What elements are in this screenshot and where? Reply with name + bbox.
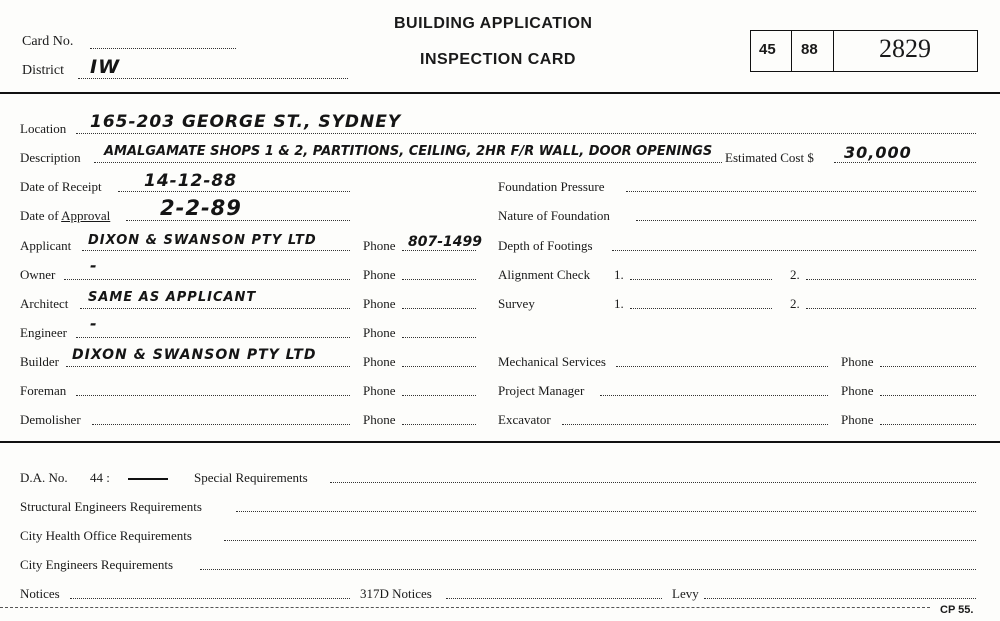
survey-num-2: 2. — [790, 296, 800, 311]
applicant-value: DIXON & SWANSON PTY LTD — [88, 233, 317, 248]
card-number-box — [750, 30, 978, 72]
architect-phone-line — [402, 308, 476, 309]
project-manager-line — [600, 395, 828, 396]
builder-value: DIXON & SWANSON PTY LTD — [72, 347, 317, 363]
description-line — [94, 162, 734, 163]
architect-label: Architect — [20, 296, 69, 311]
form-code: CP 55. — [940, 604, 974, 616]
notices-line — [70, 598, 350, 599]
applicant-phone-label: Phone — [363, 238, 396, 253]
excavator-line — [562, 424, 828, 425]
levy-label: Levy — [672, 586, 699, 601]
survey-num-1: 1. — [614, 296, 624, 311]
location-value: 165-203 GEORGE ST., SYDNEY — [90, 112, 402, 132]
description-label: Description — [20, 150, 81, 165]
mech-services-line — [616, 366, 828, 367]
alignment-line-2 — [806, 279, 976, 280]
district-label: District — [22, 63, 64, 78]
mech-phone-line — [880, 366, 976, 367]
applicant-phone-line — [402, 250, 476, 251]
city-engineers-label: City Engineers Requirements — [20, 557, 174, 572]
da-no-mark — [128, 478, 168, 480]
architect-value: SAME AS APPLICANT — [88, 290, 257, 305]
builder-phone-label: Phone — [363, 354, 396, 369]
engineer-phone-label: Phone — [363, 325, 396, 340]
special-requirements-label: Special Requirements — [194, 470, 308, 485]
title-line-1: BUILDING APPLICATION — [394, 15, 593, 32]
engineer-line — [76, 337, 350, 338]
bottom-edge — [0, 607, 930, 608]
nature-foundation-label: Nature of Foundation — [498, 208, 610, 223]
mech-services-label: Mechanical Services — [498, 354, 606, 369]
architect-line — [80, 308, 350, 309]
architect-phone-label: Phone — [363, 296, 396, 311]
requirements-rule — [0, 441, 1000, 443]
description-value: AMALGAMATE SHOPS 1 & 2, PARTITIONS, CEILING, 2HR F/R WALL, DOOR OPENINGS — [104, 144, 713, 159]
notices-317d-label: 317D Notices — [360, 586, 432, 601]
structural-line — [236, 511, 976, 512]
depth-footings-line — [612, 250, 976, 251]
health-label: City Health Office Requirements — [20, 528, 192, 543]
receipt-line — [118, 191, 350, 192]
applicant-line — [82, 250, 350, 251]
depth-footings-label: Depth of Footings — [498, 238, 593, 253]
excavator-phone-line — [880, 424, 976, 425]
alignment-num-1: 1. — [614, 267, 624, 282]
engineer-value: - — [90, 314, 98, 333]
structural-label: Structural Engineers Requirements — [20, 499, 202, 514]
demolisher-label: Demolisher — [20, 412, 81, 427]
demolisher-phone-line — [402, 424, 476, 425]
cost-line — [834, 162, 976, 163]
box-b-value: 88 — [801, 41, 818, 58]
excavator-label: Excavator — [498, 412, 551, 427]
builder-label: Builder — [20, 354, 59, 369]
location-label: Location — [20, 121, 67, 136]
pm-phone-line — [880, 395, 976, 396]
engineer-phone-line — [402, 337, 476, 338]
applicant-phone-value: 807-1499 — [408, 234, 482, 250]
district-line — [78, 78, 348, 79]
foreman-phone-label: Phone — [363, 383, 396, 398]
date-receipt-label: Date of Receipt — [20, 179, 102, 194]
survey-line-2 — [806, 308, 976, 309]
date-approval-value: 2-2-89 — [160, 196, 242, 220]
owner-line — [64, 279, 350, 280]
demolisher-line — [92, 424, 350, 425]
da-no-value: 44 : — [90, 470, 110, 485]
foreman-label: Foreman — [20, 383, 67, 398]
approval-line — [126, 220, 350, 221]
survey-label: Survey — [498, 296, 535, 311]
notices-317d-line — [446, 598, 662, 599]
date-receipt-value: 14-12-88 — [144, 171, 238, 191]
da-no-label: D.A. No. — [20, 470, 68, 485]
box-number-value: 2829 — [879, 34, 931, 63]
city-engineers-line — [200, 569, 976, 570]
date-approval-label — [20, 208, 110, 224]
card-no-label: Card No. — [22, 34, 74, 49]
owner-phone-label: Phone — [363, 267, 396, 282]
date-approval-word: Approval — [61, 208, 111, 223]
special-requirements-line — [330, 482, 976, 483]
estimated-cost-label: Estimated Cost $ — [722, 150, 814, 166]
builder-phone-line — [402, 366, 476, 367]
box-a-value: 45 — [759, 41, 776, 58]
title-line-2: INSPECTION CARD — [420, 51, 576, 68]
foundation-pressure-label: Foundation Pressure — [498, 179, 605, 194]
card-no-line — [90, 48, 236, 49]
owner-value: - — [90, 256, 98, 275]
health-line — [224, 540, 976, 541]
foreman-phone-line — [402, 395, 476, 396]
nature-foundation-line — [636, 220, 976, 221]
foundation-pressure-line — [626, 191, 976, 192]
header-rule — [0, 92, 1000, 94]
alignment-line-1 — [630, 279, 772, 280]
pm-phone-label: Phone — [841, 383, 874, 398]
survey-line-1 — [630, 308, 772, 309]
project-manager-label: Project Manager — [498, 383, 585, 398]
alignment-check-label: Alignment Check — [498, 267, 591, 282]
alignment-num-2: 2. — [790, 267, 800, 282]
date-approval-prefix: Date of — [20, 208, 62, 223]
notices-label: Notices — [20, 586, 60, 601]
demolisher-phone-label: Phone — [363, 412, 396, 427]
builder-line — [66, 366, 350, 367]
engineer-label: Engineer — [20, 325, 67, 340]
excavator-phone-label: Phone — [841, 412, 874, 427]
mech-phone-label: Phone — [841, 354, 874, 369]
levy-line — [704, 598, 976, 599]
foreman-line — [76, 395, 350, 396]
district-value: IW — [90, 56, 121, 78]
location-line — [76, 133, 976, 134]
applicant-label: Applicant — [20, 238, 72, 253]
owner-phone-line — [402, 279, 476, 280]
estimated-cost-value: 30,000 — [844, 143, 912, 162]
owner-label: Owner — [20, 267, 56, 282]
